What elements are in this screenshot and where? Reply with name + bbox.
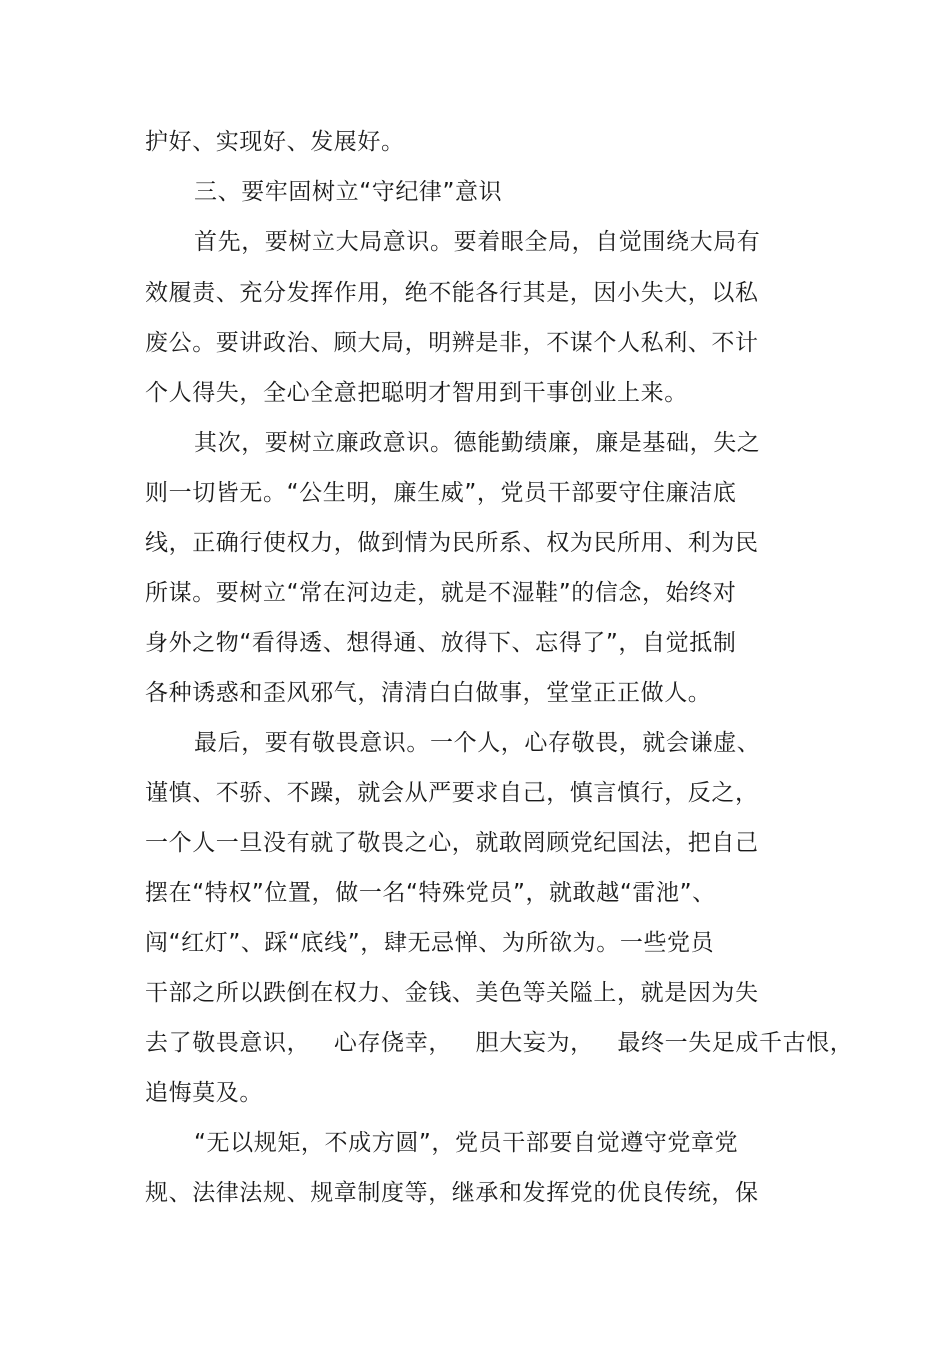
text-line: 护好、实现好、发展好。	[145, 129, 405, 155]
paragraph-line: 各种诱惑和歪风邪气，清清白白做事，堂堂正正做人。	[145, 680, 712, 706]
paragraph-line: 个人得失，全心全意把聪明才智用到干事创业上来。	[145, 380, 688, 406]
paragraph-line: 干部之所以跌倒在权力、金钱、美色等关隘上，就是因为失	[145, 980, 759, 1006]
paragraph-line: 所谋。要树立“常在河边走，就是不湿鞋”的信念，始终对	[145, 580, 737, 606]
paragraph-line: 身外之物“看得透、想得通、放得下、忘得了”，自觉抵制	[145, 630, 737, 656]
paragraph-line: 一个人一旦没有就了敬畏之心，就敢罔顾党纪国法，把自己	[145, 830, 759, 856]
paragraph-line: 去了敬畏意识， 心存侥幸， 胆大妄为， 最终一失足成千古恨，	[145, 1030, 854, 1056]
paragraph-line: 闯“红灯”、踩“底线”，肆无忌惮、为所欲为。一些党员	[145, 930, 715, 956]
paragraph-line: 规、法律法规、规章制度等，继承和发挥党的优良传统，保	[145, 1180, 759, 1206]
paragraph-line: 最后，要有敬畏意识。一个人，心存敬畏，就会谦虚、	[194, 730, 761, 756]
paragraph-line: 追悔莫及。	[145, 1080, 263, 1106]
paragraph-line: 谨慎、不骄、不躁，就会从严要求自己，慎言慎行，反之，	[145, 780, 759, 806]
paragraph-line: 效履责、充分发挥作用，绝不能各行其是，因小失大，以私	[145, 280, 759, 306]
section-heading: 三、要牢固树立“守纪律”意识	[194, 179, 503, 205]
paragraph-line: 线，正确行使权力，做到情为民所系、权为民所用、利为民	[145, 530, 759, 556]
paragraph-line: 废公。要讲政治、顾大局，明辨是非，不谋个人私利、不计	[145, 330, 759, 356]
paragraph-line: 则一切皆无。“公生明，廉生威”，党员干部要守住廉洁底	[145, 480, 737, 506]
paragraph-line: 其次，要树立廉政意识。德能勤绩廉，廉是基础，失之	[194, 430, 761, 456]
paragraph-line: “无以规矩，不成方圆”，党员干部要自觉遵守党章党	[194, 1130, 739, 1156]
paragraph-line: 摆在“特权”位置，做一名“特殊党员”，就敢越“雷池”、	[145, 880, 716, 906]
paragraph-line: 首先，要树立大局意识。要着眼全局，自觉围绕大局有	[194, 229, 761, 255]
